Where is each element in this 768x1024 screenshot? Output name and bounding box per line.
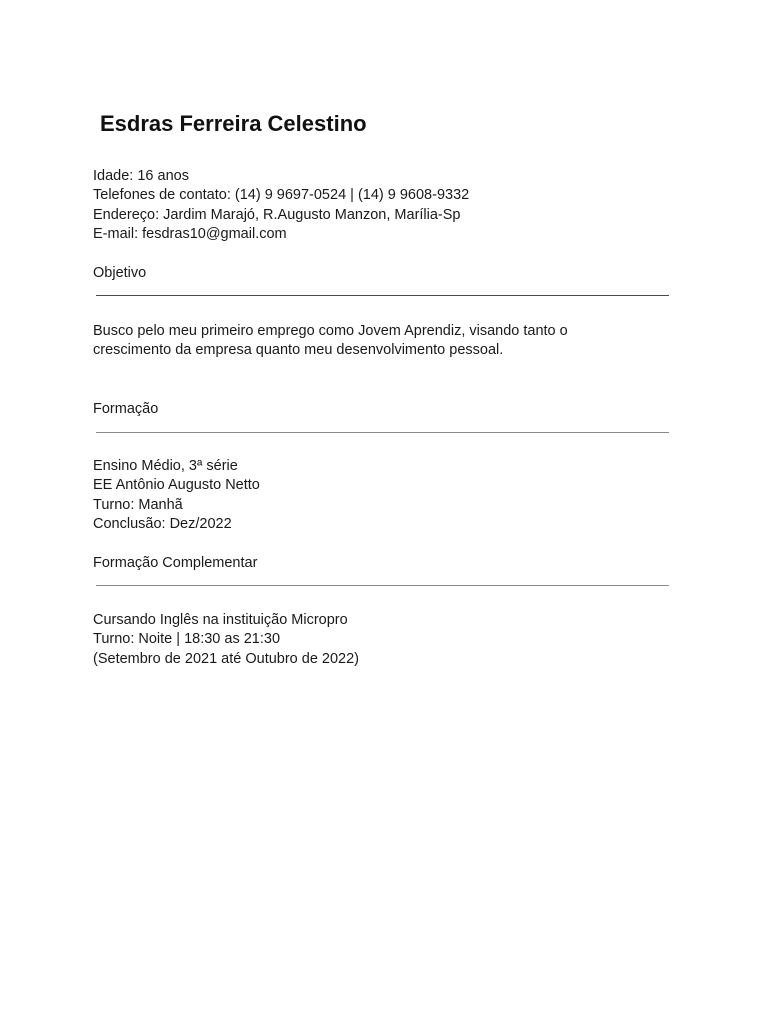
- education-line: Ensino Médio, 3ª série: [93, 458, 238, 474]
- complementary-line: Turno: Noite | 18:30 as 21:30: [93, 631, 281, 648]
- objective-heading: Objetivo: [93, 265, 147, 281]
- email-line: E-mail: fesdras10@gmail.com: [93, 225, 287, 242]
- education-line: Conclusão: Dez/2022: [93, 515, 232, 532]
- education-divider: [96, 432, 669, 433]
- complementary-details: [93, 611, 359, 669]
- objective-line: Busco pelo meu primeiro emprego como Jovem Aprendiz, visando tanto o: [93, 323, 568, 339]
- objective-divider: [96, 295, 669, 296]
- candidate-name: Esdras Ferreira Celestino: [100, 111, 367, 136]
- objective-text: [93, 322, 568, 361]
- education-line: Turno: Manhã: [93, 496, 183, 513]
- objective-line: crescimento da empresa quanto meu desenvolvimento pessoal.: [93, 342, 504, 359]
- complementary-line: (Setembro de 2021 até Outubro de 2022): [93, 650, 360, 667]
- education-heading: Formação: [93, 401, 159, 417]
- complementary-heading: Formação Complementar: [93, 555, 258, 571]
- complementary-divider: [96, 585, 669, 586]
- education-details: [93, 457, 260, 534]
- address-line: Endereço: Jardim Marajó, R.Augusto Manzon, Marília-Sp: [93, 206, 461, 223]
- personal-info: [93, 167, 469, 244]
- complementary-line: Cursando Inglês na instituição Micropro: [93, 612, 348, 628]
- phones-line: Telefones de contato: (14) 9 9697-0524 | (14) 9 9608-9332: [93, 187, 470, 204]
- education-line: EE Antônio Augusto Netto: [93, 477, 260, 494]
- age-line: Idade: 16 anos: [93, 168, 189, 184]
